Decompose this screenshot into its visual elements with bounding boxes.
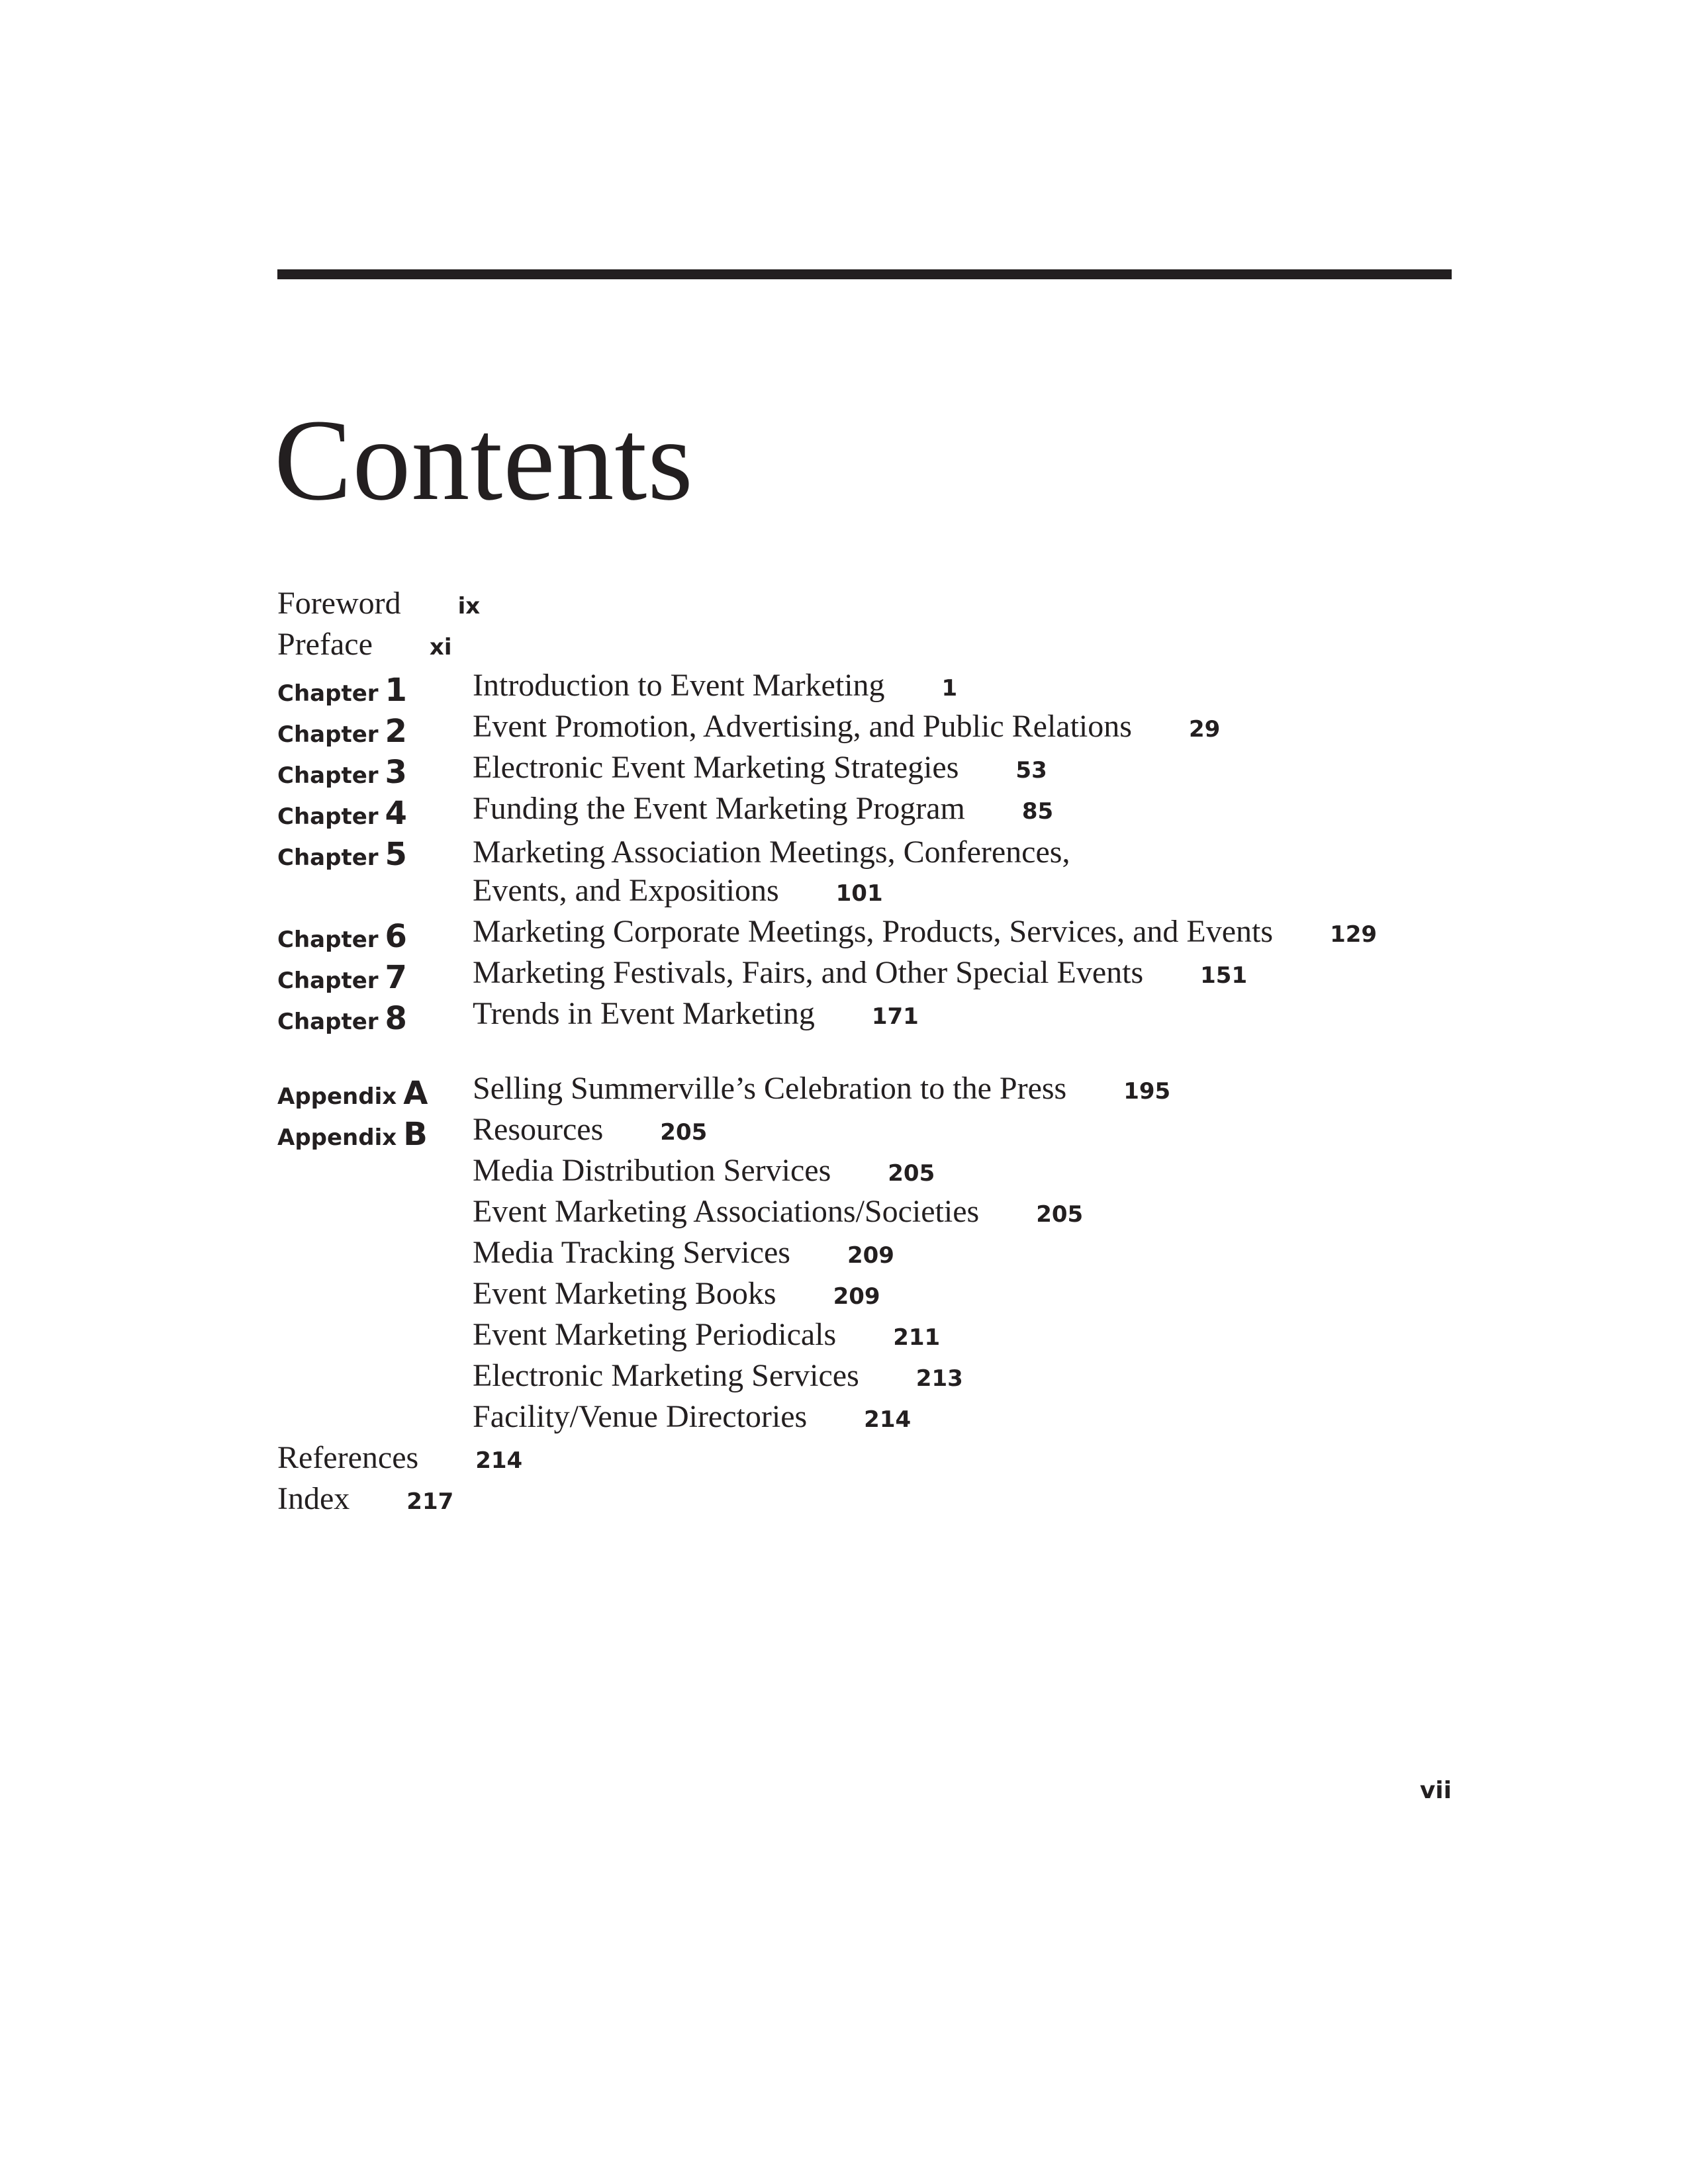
appendix-label: Appendix — [277, 1083, 397, 1110]
resource-title: Media Tracking Services — [473, 1235, 790, 1270]
chapter-label: Chapter — [277, 803, 379, 830]
page-number: 29 — [1188, 716, 1221, 743]
page-number: 53 — [1015, 757, 1047, 784]
page-number: 195 — [1123, 1078, 1171, 1105]
resource-title: Facility/Venue Directories — [473, 1399, 808, 1434]
chapter-title: Marketing Corporate Meetings, Products, Services, and Events — [473, 914, 1274, 949]
table-of-contents — [277, 0, 1469, 2184]
chapter-title: Electronic Event Marketing Strategies — [473, 750, 959, 785]
chapter-number: 2 — [385, 713, 407, 750]
chapter-title: Event Promotion, Advertising, and Public Relations — [473, 709, 1132, 744]
entry-title: References — [277, 1440, 419, 1475]
page-number: 151 — [1200, 962, 1248, 989]
resource-title: Media Distribution Services — [473, 1153, 831, 1188]
chapter-number: 8 — [385, 1000, 407, 1037]
chapter-label: Chapter — [277, 968, 379, 994]
page-number: 217 — [406, 1488, 454, 1515]
page-number: 205 — [888, 1160, 935, 1187]
chapter-number: 1 — [385, 672, 407, 709]
page-number: 214 — [475, 1447, 523, 1474]
page-number: 209 — [833, 1283, 880, 1310]
page-number: 205 — [660, 1119, 708, 1146]
appendix-letter: B — [403, 1116, 428, 1153]
page-number: 1 — [941, 675, 958, 702]
page-folio: vii — [1419, 1777, 1452, 1804]
chapter-number: 4 — [385, 795, 407, 832]
appendix-title: Resources — [473, 1112, 604, 1147]
page-number: 211 — [893, 1324, 941, 1351]
page-number: xi — [429, 634, 452, 660]
page-number: 205 — [1036, 1201, 1084, 1228]
page-number: 85 — [1021, 798, 1054, 825]
chapter-number: 3 — [385, 754, 407, 791]
chapter-title: Funding the Event Marketing Program — [473, 791, 965, 826]
chapter-label: Chapter — [277, 680, 379, 707]
chapter-label: Chapter — [277, 927, 379, 953]
chapter-label: Chapter — [277, 721, 379, 748]
page-number: 101 — [835, 880, 883, 907]
appendix-title: Selling Summerville’s Celebration to the Press — [473, 1071, 1067, 1106]
chapter-title: Trends in Event Marketing — [473, 996, 815, 1031]
page-number: 171 — [871, 1003, 919, 1030]
appendix-label: Appendix — [277, 1124, 397, 1151]
chapter-label: Chapter — [277, 1009, 379, 1035]
chapter-title: Introduction to Event Marketing — [473, 668, 885, 703]
chapter-title-continued: Events, and Expositions — [473, 873, 779, 908]
page-number: 213 — [915, 1365, 963, 1392]
resource-title: Event Marketing Books — [473, 1276, 776, 1311]
chapter-label: Chapter — [277, 844, 379, 871]
resource-title: Electronic Marketing Services — [473, 1358, 859, 1393]
appendix-letter: A — [403, 1075, 428, 1112]
chapter-number: 5 — [385, 836, 407, 873]
chapter-number: 7 — [385, 959, 407, 996]
resource-title: Event Marketing Associations/Societies — [473, 1194, 980, 1229]
chapter-label: Chapter — [277, 762, 379, 789]
page-number: 209 — [847, 1242, 894, 1269]
page-number: 214 — [864, 1406, 912, 1433]
chapter-title: Marketing Association Meetings, Conferences, — [473, 835, 1070, 870]
page-number: 129 — [1330, 921, 1378, 948]
page-title: Contents — [274, 396, 694, 525]
entry-title: Preface — [277, 627, 373, 662]
page-number: ix — [457, 593, 481, 619]
entry-title: Foreword — [277, 586, 401, 621]
entry-title: Index — [277, 1481, 350, 1516]
resource-title: Event Marketing Periodicals — [473, 1317, 837, 1352]
chapter-title: Marketing Festivals, Fairs, and Other Special Events — [473, 955, 1144, 990]
chapter-number: 6 — [385, 918, 407, 955]
